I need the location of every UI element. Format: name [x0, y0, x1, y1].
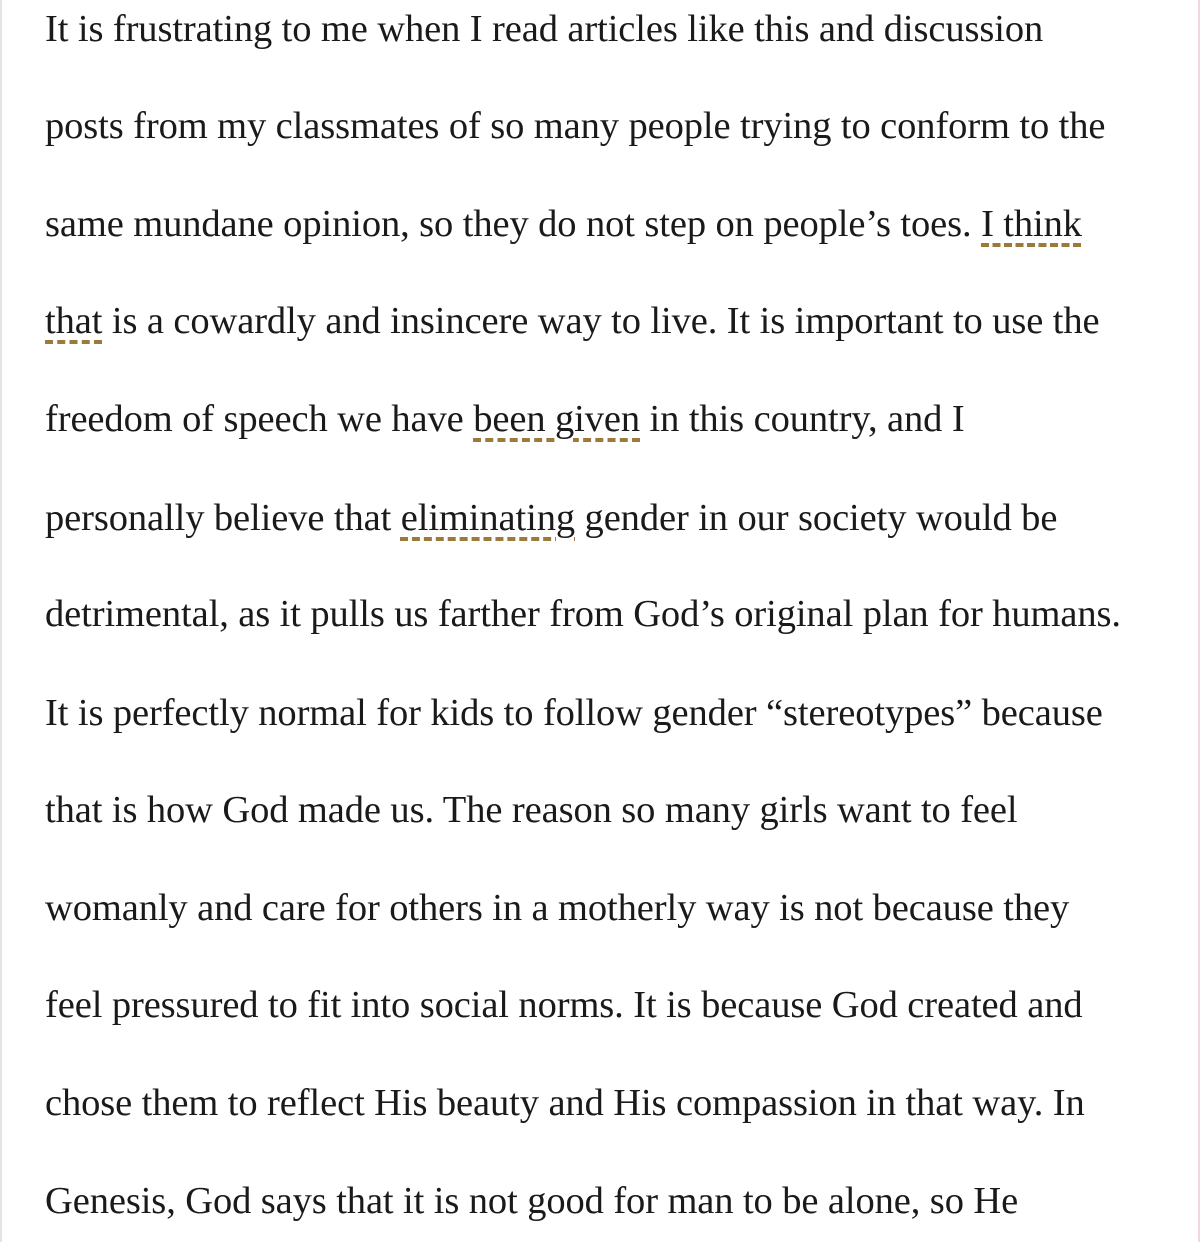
- text-segment: in this country, and I: [640, 398, 965, 440]
- text-segment: personally believe that: [45, 497, 401, 539]
- text-line: [45, 205, 1082, 244]
- text-line: [45, 1182, 1018, 1221]
- text-segment: It is perfectly normal for kids to follow gender “stereotypes” because: [45, 692, 1103, 734]
- text-line: [45, 1084, 1085, 1123]
- text-line: [45, 107, 1105, 146]
- text-line: [45, 595, 1121, 634]
- grammar-flagged-text[interactable]: that: [45, 300, 103, 342]
- text-segment: detrimental, as it pulls us farther from God’s original plan for humans.: [45, 593, 1121, 635]
- text-segment: It is frustrating to me when I read articles like this and discussion: [45, 8, 1044, 50]
- text-segment: freedom of speech we have: [45, 398, 474, 440]
- text-line: [45, 694, 1103, 733]
- grammar-flagged-text[interactable]: eliminating: [400, 497, 576, 539]
- text-line: [45, 986, 1083, 1025]
- text-segment: that is how God made us. The reason so many girls want to feel: [45, 789, 1018, 831]
- text-segment: womanly and care for others in a motherly way is not because they: [45, 887, 1070, 929]
- text-segment: Genesis, God says that it is not good for man to be alone, so He: [45, 1180, 1019, 1222]
- text-segment: chose them to reflect His beauty and His compassion in that way. In: [45, 1082, 1085, 1124]
- text-segment: is a cowardly and insincere way to live. It is important to use the: [102, 300, 1100, 342]
- text-segment: feel pressured to fit into social norms. It is because God created and: [45, 984, 1083, 1026]
- text-line: [45, 499, 1057, 538]
- text-line: [45, 10, 1043, 49]
- text-line: [45, 400, 965, 439]
- text-line: [45, 889, 1069, 928]
- text-line: [45, 302, 1100, 341]
- text-segment: gender in our society would be: [575, 497, 1058, 539]
- grammar-flagged-text[interactable]: I think: [981, 203, 1082, 245]
- text-segment: same mundane opinion, so they do not step on people’s toes.: [45, 203, 982, 245]
- grammar-flagged-text[interactable]: been given: [473, 398, 641, 440]
- text-segment: posts from my classmates of so many people trying to conform to the: [45, 105, 1106, 147]
- text-line: [45, 791, 1018, 830]
